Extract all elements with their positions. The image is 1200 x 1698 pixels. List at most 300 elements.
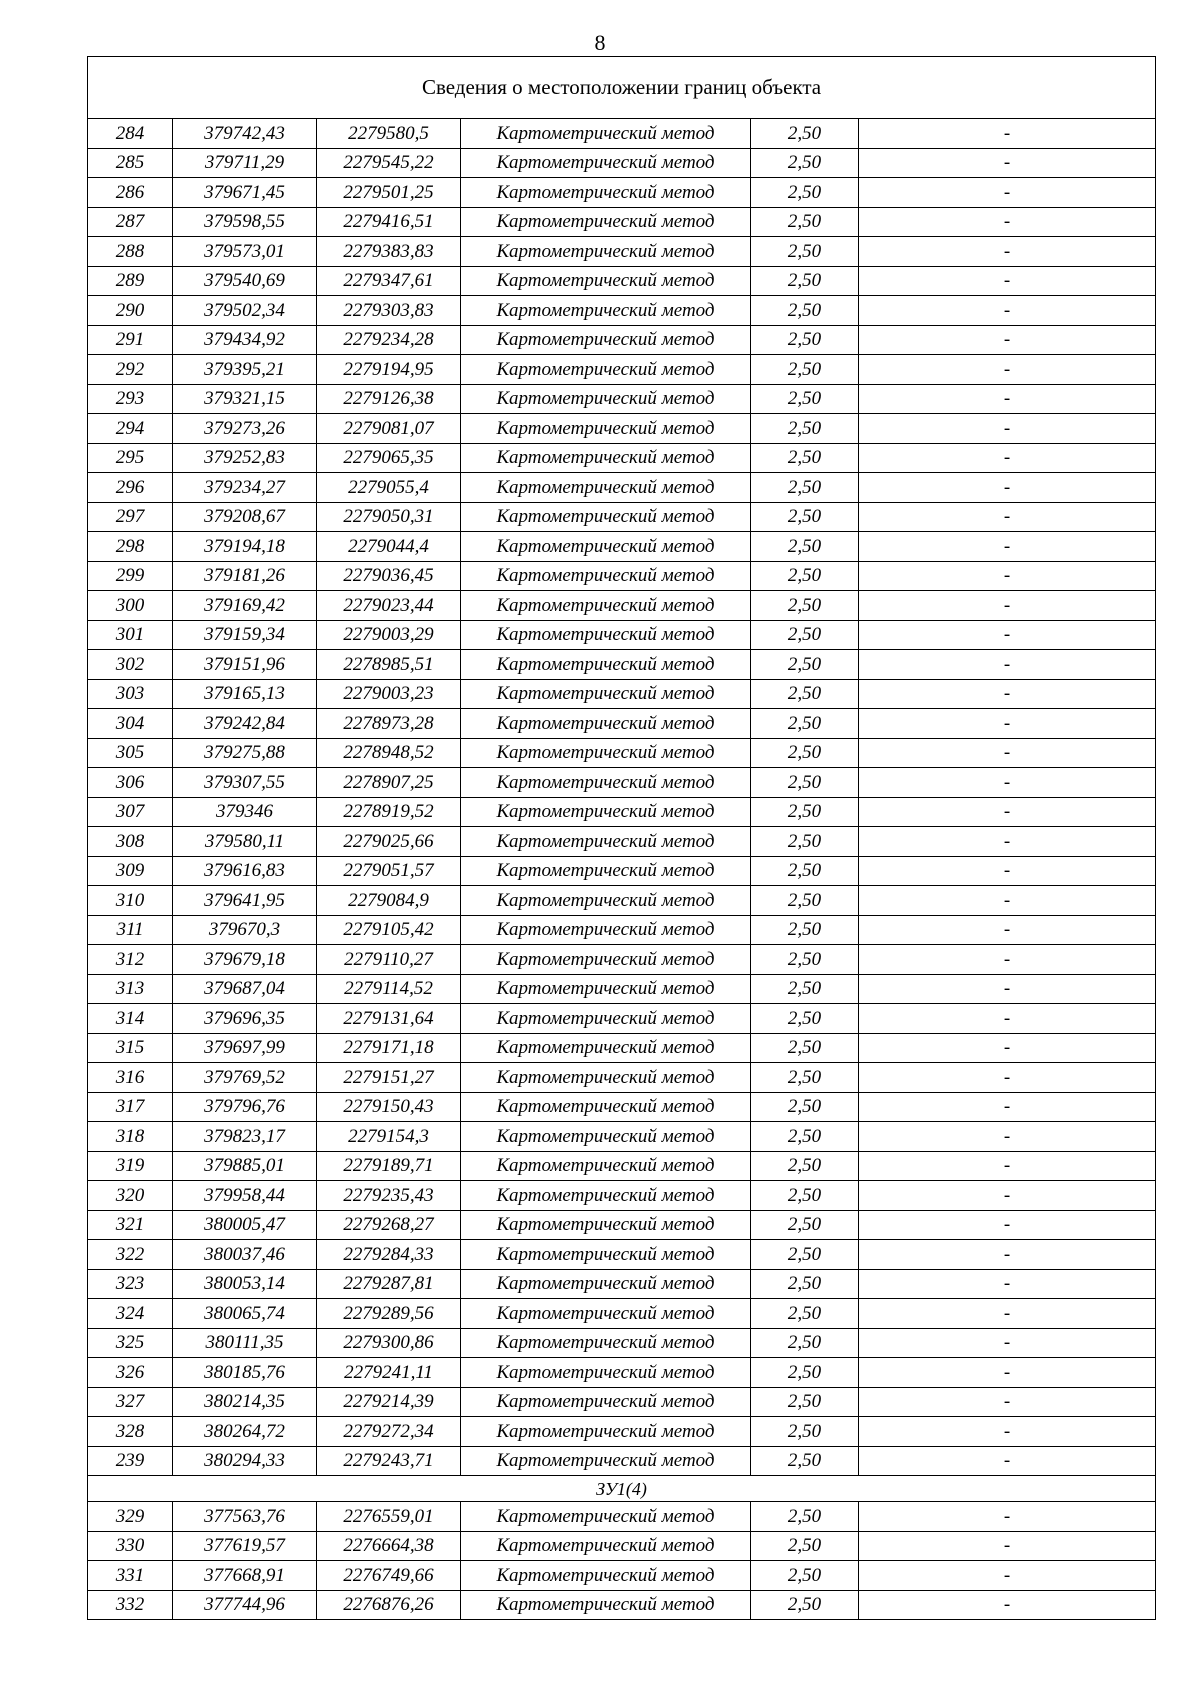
y-coordinate-cell: 2279105,42 bbox=[317, 915, 461, 945]
x-coordinate-cell: 379769,52 bbox=[173, 1063, 317, 1093]
y-coordinate-cell: 2279114,52 bbox=[317, 974, 461, 1004]
y-coordinate-cell: 2279235,43 bbox=[317, 1181, 461, 1211]
point-number-cell: 329 bbox=[88, 1502, 173, 1532]
x-coordinate-cell: 379434,92 bbox=[173, 325, 317, 355]
x-coordinate-cell: 379273,26 bbox=[173, 414, 317, 444]
point-number-cell: 284 bbox=[88, 119, 173, 149]
accuracy-cell: 2,50 bbox=[751, 738, 859, 768]
x-coordinate-cell: 379502,34 bbox=[173, 296, 317, 326]
y-coordinate-cell: 2279003,23 bbox=[317, 679, 461, 709]
table-row bbox=[88, 679, 1156, 709]
table-row bbox=[88, 945, 1156, 975]
table-row bbox=[88, 384, 1156, 414]
point-number-cell: 285 bbox=[88, 148, 173, 178]
point-number-cell: 286 bbox=[88, 178, 173, 208]
point-number-cell: 306 bbox=[88, 768, 173, 798]
accuracy-cell: 2,50 bbox=[751, 650, 859, 680]
point-number-cell: 331 bbox=[88, 1561, 173, 1591]
note-cell: - bbox=[859, 1328, 1156, 1358]
x-coordinate-cell: 379151,96 bbox=[173, 650, 317, 680]
accuracy-cell: 2,50 bbox=[751, 709, 859, 739]
y-coordinate-cell: 2276749,66 bbox=[317, 1561, 461, 1591]
accuracy-cell: 2,50 bbox=[751, 178, 859, 208]
point-number-cell: 325 bbox=[88, 1328, 173, 1358]
method-cell: Картометрический метод bbox=[461, 266, 751, 296]
accuracy-cell: 2,50 bbox=[751, 827, 859, 857]
point-number-cell: 299 bbox=[88, 561, 173, 591]
method-cell: Картометрический метод bbox=[461, 650, 751, 680]
y-coordinate-cell: 2276559,01 bbox=[317, 1502, 461, 1532]
x-coordinate-cell: 379395,21 bbox=[173, 355, 317, 385]
y-coordinate-cell: 2279044,4 bbox=[317, 532, 461, 562]
method-cell: Картометрический метод bbox=[461, 1151, 751, 1181]
method-cell: Картометрический метод bbox=[461, 709, 751, 739]
point-number-cell: 319 bbox=[88, 1151, 173, 1181]
y-coordinate-cell: 2279036,45 bbox=[317, 561, 461, 591]
method-cell: Картометрический метод bbox=[461, 945, 751, 975]
point-number-cell: 296 bbox=[88, 473, 173, 503]
x-coordinate-cell: 379823,17 bbox=[173, 1122, 317, 1152]
x-coordinate-cell: 379242,84 bbox=[173, 709, 317, 739]
x-coordinate-cell: 379616,83 bbox=[173, 856, 317, 886]
method-cell: Картометрический метод bbox=[461, 974, 751, 1004]
y-coordinate-cell: 2279272,34 bbox=[317, 1417, 461, 1447]
note-cell: - bbox=[859, 119, 1156, 149]
point-number-cell: 322 bbox=[88, 1240, 173, 1270]
y-coordinate-cell: 2279050,31 bbox=[317, 502, 461, 532]
table-row bbox=[88, 974, 1156, 1004]
table-row bbox=[88, 532, 1156, 562]
accuracy-cell: 2,50 bbox=[751, 502, 859, 532]
note-cell: - bbox=[859, 1240, 1156, 1270]
y-coordinate-cell: 2279055,4 bbox=[317, 473, 461, 503]
table-row bbox=[88, 414, 1156, 444]
x-coordinate-cell: 379742,43 bbox=[173, 119, 317, 149]
x-coordinate-cell: 379687,04 bbox=[173, 974, 317, 1004]
y-coordinate-cell: 2279234,28 bbox=[317, 325, 461, 355]
method-cell: Картометрический метод bbox=[461, 207, 751, 237]
x-coordinate-cell: 379598,55 bbox=[173, 207, 317, 237]
table-row bbox=[88, 827, 1156, 857]
point-number-cell: 300 bbox=[88, 591, 173, 621]
accuracy-cell: 2,50 bbox=[751, 1151, 859, 1181]
point-number-cell: 315 bbox=[88, 1033, 173, 1063]
y-coordinate-cell: 2279214,39 bbox=[317, 1387, 461, 1417]
point-number-cell: 324 bbox=[88, 1299, 173, 1329]
x-coordinate-cell: 379885,01 bbox=[173, 1151, 317, 1181]
method-cell: Картометрический метод bbox=[461, 1269, 751, 1299]
table-row bbox=[88, 1269, 1156, 1299]
table-row bbox=[88, 1151, 1156, 1181]
y-coordinate-cell: 2279151,27 bbox=[317, 1063, 461, 1093]
point-number-cell: 328 bbox=[88, 1417, 173, 1447]
note-cell: - bbox=[859, 1417, 1156, 1447]
note-cell: - bbox=[859, 237, 1156, 267]
x-coordinate-cell: 379159,34 bbox=[173, 620, 317, 650]
note-cell: - bbox=[859, 915, 1156, 945]
y-coordinate-cell: 2279110,27 bbox=[317, 945, 461, 975]
y-coordinate-cell: 2278948,52 bbox=[317, 738, 461, 768]
point-number-cell: 292 bbox=[88, 355, 173, 385]
method-cell: Картометрический метод bbox=[461, 1590, 751, 1620]
accuracy-cell: 2,50 bbox=[751, 768, 859, 798]
point-number-cell: 308 bbox=[88, 827, 173, 857]
point-number-cell: 294 bbox=[88, 414, 173, 444]
accuracy-cell: 2,50 bbox=[751, 1531, 859, 1561]
y-coordinate-cell: 2279347,61 bbox=[317, 266, 461, 296]
note-cell: - bbox=[859, 1210, 1156, 1240]
note-cell: - bbox=[859, 1502, 1156, 1532]
y-coordinate-cell: 2279131,64 bbox=[317, 1004, 461, 1034]
table-row bbox=[88, 178, 1156, 208]
note-cell: - bbox=[859, 1063, 1156, 1093]
accuracy-cell: 2,50 bbox=[751, 620, 859, 650]
table-row bbox=[88, 1299, 1156, 1329]
x-coordinate-cell: 380065,74 bbox=[173, 1299, 317, 1329]
note-cell: - bbox=[859, 384, 1156, 414]
y-coordinate-cell: 2279268,27 bbox=[317, 1210, 461, 1240]
table-row bbox=[88, 915, 1156, 945]
accuracy-cell: 2,50 bbox=[751, 1328, 859, 1358]
table-row bbox=[88, 1181, 1156, 1211]
method-cell: Картометрический метод bbox=[461, 561, 751, 591]
x-coordinate-cell: 379697,99 bbox=[173, 1033, 317, 1063]
note-cell: - bbox=[859, 148, 1156, 178]
point-number-cell: 289 bbox=[88, 266, 173, 296]
y-coordinate-cell: 2279300,86 bbox=[317, 1328, 461, 1358]
method-cell: Картометрический метод bbox=[461, 1122, 751, 1152]
x-coordinate-cell: 379671,45 bbox=[173, 178, 317, 208]
method-cell: Картометрический метод bbox=[461, 119, 751, 149]
point-number-cell: 293 bbox=[88, 384, 173, 414]
accuracy-cell: 2,50 bbox=[751, 679, 859, 709]
x-coordinate-cell: 379346 bbox=[173, 797, 317, 827]
table-row bbox=[88, 1092, 1156, 1122]
x-coordinate-cell: 379181,26 bbox=[173, 561, 317, 591]
note-cell: - bbox=[859, 1151, 1156, 1181]
y-coordinate-cell: 2278907,25 bbox=[317, 768, 461, 798]
x-coordinate-cell: 379307,55 bbox=[173, 768, 317, 798]
note-cell: - bbox=[859, 709, 1156, 739]
method-cell: Картометрический метод bbox=[461, 679, 751, 709]
point-number-cell: 317 bbox=[88, 1092, 173, 1122]
table-row bbox=[88, 1122, 1156, 1152]
accuracy-cell: 2,50 bbox=[751, 591, 859, 621]
method-cell: Картометрический метод bbox=[461, 296, 751, 326]
accuracy-cell: 2,50 bbox=[751, 207, 859, 237]
note-cell: - bbox=[859, 1358, 1156, 1388]
point-number-cell: 314 bbox=[88, 1004, 173, 1034]
accuracy-cell: 2,50 bbox=[751, 856, 859, 886]
point-number-cell: 313 bbox=[88, 974, 173, 1004]
note-cell: - bbox=[859, 296, 1156, 326]
table-row bbox=[88, 886, 1156, 916]
page-number: 8 bbox=[594, 30, 606, 55]
x-coordinate-cell: 380214,35 bbox=[173, 1387, 317, 1417]
note-cell: - bbox=[859, 266, 1156, 296]
table-row bbox=[88, 1502, 1156, 1532]
accuracy-cell: 2,50 bbox=[751, 1590, 859, 1620]
note-cell: - bbox=[859, 1092, 1156, 1122]
section-heading-row bbox=[88, 1476, 1156, 1502]
point-number-cell: 305 bbox=[88, 738, 173, 768]
table-row bbox=[88, 296, 1156, 326]
point-number-cell: 291 bbox=[88, 325, 173, 355]
accuracy-cell: 2,50 bbox=[751, 532, 859, 562]
point-number-cell: 297 bbox=[88, 502, 173, 532]
accuracy-cell: 2,50 bbox=[751, 384, 859, 414]
point-number-cell: 288 bbox=[88, 237, 173, 267]
method-cell: Картометрический метод bbox=[461, 620, 751, 650]
accuracy-cell: 2,50 bbox=[751, 1181, 859, 1211]
x-coordinate-cell: 379208,67 bbox=[173, 502, 317, 532]
note-cell: - bbox=[859, 1446, 1156, 1476]
note-cell: - bbox=[859, 561, 1156, 591]
method-cell: Картометрический метод bbox=[461, 1502, 751, 1532]
x-coordinate-cell: 379234,27 bbox=[173, 473, 317, 503]
accuracy-cell: 2,50 bbox=[751, 945, 859, 975]
accuracy-cell: 2,50 bbox=[751, 1446, 859, 1476]
table-row bbox=[88, 266, 1156, 296]
method-cell: Картометрический метод bbox=[461, 1092, 751, 1122]
y-coordinate-cell: 2279154,3 bbox=[317, 1122, 461, 1152]
y-coordinate-cell: 2279065,35 bbox=[317, 443, 461, 473]
method-cell: Картометрический метод bbox=[461, 1299, 751, 1329]
x-coordinate-cell: 377668,91 bbox=[173, 1561, 317, 1591]
method-cell: Картометрический метод bbox=[461, 1328, 751, 1358]
point-number-cell: 327 bbox=[88, 1387, 173, 1417]
table-row bbox=[88, 1004, 1156, 1034]
y-coordinate-cell: 2279243,71 bbox=[317, 1446, 461, 1476]
note-cell: - bbox=[859, 1004, 1156, 1034]
y-coordinate-cell: 2279150,43 bbox=[317, 1092, 461, 1122]
table-row bbox=[88, 148, 1156, 178]
point-number-cell: 307 bbox=[88, 797, 173, 827]
method-cell: Картометрический метод bbox=[461, 768, 751, 798]
y-coordinate-cell: 2279580,5 bbox=[317, 119, 461, 149]
accuracy-cell: 2,50 bbox=[751, 1033, 859, 1063]
point-number-cell: 301 bbox=[88, 620, 173, 650]
accuracy-cell: 2,50 bbox=[751, 237, 859, 267]
table-row bbox=[88, 738, 1156, 768]
x-coordinate-cell: 379580,11 bbox=[173, 827, 317, 857]
note-cell: - bbox=[859, 207, 1156, 237]
note-cell: - bbox=[859, 532, 1156, 562]
note-cell: - bbox=[859, 650, 1156, 680]
method-cell: Картометрический метод bbox=[461, 1063, 751, 1093]
x-coordinate-cell: 377744,96 bbox=[173, 1590, 317, 1620]
table-row bbox=[88, 1387, 1156, 1417]
accuracy-cell: 2,50 bbox=[751, 414, 859, 444]
y-coordinate-cell: 2279194,95 bbox=[317, 355, 461, 385]
accuracy-cell: 2,50 bbox=[751, 119, 859, 149]
accuracy-cell: 2,50 bbox=[751, 886, 859, 916]
method-cell: Картометрический метод bbox=[461, 1387, 751, 1417]
note-cell: - bbox=[859, 974, 1156, 1004]
accuracy-cell: 2,50 bbox=[751, 443, 859, 473]
x-coordinate-cell: 379194,18 bbox=[173, 532, 317, 562]
x-coordinate-cell: 379958,44 bbox=[173, 1181, 317, 1211]
y-coordinate-cell: 2279383,83 bbox=[317, 237, 461, 267]
table-row bbox=[88, 1446, 1156, 1476]
table-row bbox=[88, 620, 1156, 650]
x-coordinate-cell: 377619,57 bbox=[173, 1531, 317, 1561]
method-cell: Картометрический метод bbox=[461, 355, 751, 385]
point-number-cell: 304 bbox=[88, 709, 173, 739]
method-cell: Картометрический метод bbox=[461, 532, 751, 562]
x-coordinate-cell: 379696,35 bbox=[173, 1004, 317, 1034]
note-cell: - bbox=[859, 1122, 1156, 1152]
table-row bbox=[88, 650, 1156, 680]
table-row bbox=[88, 443, 1156, 473]
accuracy-cell: 2,50 bbox=[751, 1269, 859, 1299]
y-coordinate-cell: 2279025,66 bbox=[317, 827, 461, 857]
x-coordinate-cell: 379169,42 bbox=[173, 591, 317, 621]
accuracy-cell: 2,50 bbox=[751, 1502, 859, 1532]
y-coordinate-cell: 2278973,28 bbox=[317, 709, 461, 739]
method-cell: Картометрический метод bbox=[461, 473, 751, 503]
accuracy-cell: 2,50 bbox=[751, 561, 859, 591]
accuracy-cell: 2,50 bbox=[751, 296, 859, 326]
note-cell: - bbox=[859, 1561, 1156, 1591]
y-coordinate-cell: 2279303,83 bbox=[317, 296, 461, 326]
note-cell: - bbox=[859, 1181, 1156, 1211]
note-cell: - bbox=[859, 1387, 1156, 1417]
accuracy-cell: 2,50 bbox=[751, 1561, 859, 1591]
accuracy-cell: 2,50 bbox=[751, 1387, 859, 1417]
method-cell: Картометрический метод bbox=[461, 738, 751, 768]
point-number-cell: 311 bbox=[88, 915, 173, 945]
x-coordinate-cell: 380185,76 bbox=[173, 1358, 317, 1388]
accuracy-cell: 2,50 bbox=[751, 1210, 859, 1240]
point-number-cell: 295 bbox=[88, 443, 173, 473]
table-row bbox=[88, 1358, 1156, 1388]
table-title: Сведения о местоположении границ объекта bbox=[88, 57, 1156, 119]
y-coordinate-cell: 2279003,29 bbox=[317, 620, 461, 650]
method-cell: Картометрический метод bbox=[461, 1417, 751, 1447]
point-number-cell: 303 bbox=[88, 679, 173, 709]
accuracy-cell: 2,50 bbox=[751, 355, 859, 385]
accuracy-cell: 2,50 bbox=[751, 974, 859, 1004]
x-coordinate-cell: 380053,14 bbox=[173, 1269, 317, 1299]
x-coordinate-cell: 380294,33 bbox=[173, 1446, 317, 1476]
method-cell: Картометрический метод bbox=[461, 325, 751, 355]
method-cell: Картометрический метод bbox=[461, 502, 751, 532]
y-coordinate-cell: 2279171,18 bbox=[317, 1033, 461, 1063]
method-cell: Картометрический метод bbox=[461, 1181, 751, 1211]
method-cell: Картометрический метод bbox=[461, 827, 751, 857]
y-coordinate-cell: 2279501,25 bbox=[317, 178, 461, 208]
x-coordinate-cell: 379711,29 bbox=[173, 148, 317, 178]
accuracy-cell: 2,50 bbox=[751, 473, 859, 503]
table-row bbox=[88, 1590, 1156, 1620]
x-coordinate-cell: 379573,01 bbox=[173, 237, 317, 267]
y-coordinate-cell: 2279287,81 bbox=[317, 1269, 461, 1299]
point-number-cell: 316 bbox=[88, 1063, 173, 1093]
note-cell: - bbox=[859, 1531, 1156, 1561]
method-cell: Картометрический метод bbox=[461, 178, 751, 208]
point-number-cell: 326 bbox=[88, 1358, 173, 1388]
accuracy-cell: 2,50 bbox=[751, 797, 859, 827]
note-cell: - bbox=[859, 768, 1156, 798]
table-row bbox=[88, 591, 1156, 621]
section-heading: ЗУ1(4) bbox=[88, 1476, 1156, 1502]
accuracy-cell: 2,50 bbox=[751, 1063, 859, 1093]
accuracy-cell: 2,50 bbox=[751, 1092, 859, 1122]
method-cell: Картометрический метод bbox=[461, 797, 751, 827]
y-coordinate-cell: 2276876,26 bbox=[317, 1590, 461, 1620]
method-cell: Картометрический метод bbox=[461, 443, 751, 473]
x-coordinate-cell: 377563,76 bbox=[173, 1502, 317, 1532]
note-cell: - bbox=[859, 414, 1156, 444]
table-row bbox=[88, 207, 1156, 237]
table-row bbox=[88, 502, 1156, 532]
accuracy-cell: 2,50 bbox=[751, 915, 859, 945]
note-cell: - bbox=[859, 945, 1156, 975]
table-row bbox=[88, 237, 1156, 267]
method-cell: Картометрический метод bbox=[461, 1561, 751, 1591]
x-coordinate-cell: 380005,47 bbox=[173, 1210, 317, 1240]
note-cell: - bbox=[859, 738, 1156, 768]
accuracy-cell: 2,50 bbox=[751, 148, 859, 178]
accuracy-cell: 2,50 bbox=[751, 1417, 859, 1447]
method-cell: Картометрический метод bbox=[461, 1531, 751, 1561]
y-coordinate-cell: 2279545,22 bbox=[317, 148, 461, 178]
method-cell: Картометрический метод bbox=[461, 1210, 751, 1240]
table-row bbox=[88, 1240, 1156, 1270]
table-row bbox=[88, 1561, 1156, 1591]
x-coordinate-cell: 379796,76 bbox=[173, 1092, 317, 1122]
table-row bbox=[88, 325, 1156, 355]
y-coordinate-cell: 2279241,11 bbox=[317, 1358, 461, 1388]
method-cell: Картометрический метод bbox=[461, 148, 751, 178]
note-cell: - bbox=[859, 591, 1156, 621]
accuracy-cell: 2,50 bbox=[751, 325, 859, 355]
point-number-cell: 332 bbox=[88, 1590, 173, 1620]
y-coordinate-cell: 2279081,07 bbox=[317, 414, 461, 444]
note-cell: - bbox=[859, 797, 1156, 827]
x-coordinate-cell: 379252,83 bbox=[173, 443, 317, 473]
x-coordinate-cell: 379275,88 bbox=[173, 738, 317, 768]
point-number-cell: 287 bbox=[88, 207, 173, 237]
note-cell: - bbox=[859, 502, 1156, 532]
method-cell: Картометрический метод bbox=[461, 915, 751, 945]
method-cell: Картометрический метод bbox=[461, 886, 751, 916]
point-number-cell: 298 bbox=[88, 532, 173, 562]
method-cell: Картометрический метод bbox=[461, 1240, 751, 1270]
note-cell: - bbox=[859, 1299, 1156, 1329]
point-number-cell: 323 bbox=[88, 1269, 173, 1299]
method-cell: Картометрический метод bbox=[461, 237, 751, 267]
y-coordinate-cell: 2276664,38 bbox=[317, 1531, 461, 1561]
table-row bbox=[88, 1210, 1156, 1240]
method-cell: Картометрический метод bbox=[461, 1358, 751, 1388]
table-row bbox=[88, 1063, 1156, 1093]
table-row bbox=[88, 768, 1156, 798]
method-cell: Картометрический метод bbox=[461, 1033, 751, 1063]
table-row bbox=[88, 1328, 1156, 1358]
point-number-cell: 310 bbox=[88, 886, 173, 916]
x-coordinate-cell: 379321,15 bbox=[173, 384, 317, 414]
method-cell: Картометрический метод bbox=[461, 591, 751, 621]
y-coordinate-cell: 2279284,33 bbox=[317, 1240, 461, 1270]
note-cell: - bbox=[859, 325, 1156, 355]
y-coordinate-cell: 2279416,51 bbox=[317, 207, 461, 237]
note-cell: - bbox=[859, 886, 1156, 916]
method-cell: Картометрический метод bbox=[461, 384, 751, 414]
point-number-cell: 320 bbox=[88, 1181, 173, 1211]
y-coordinate-cell: 2279289,56 bbox=[317, 1299, 461, 1329]
